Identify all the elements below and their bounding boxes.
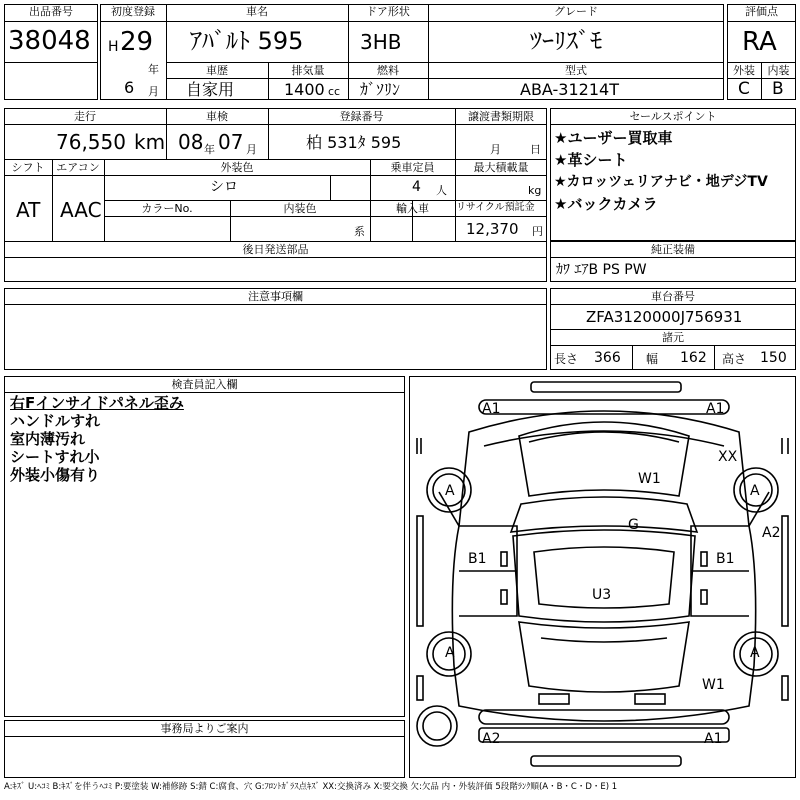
door-type: 3HB xyxy=(360,30,402,54)
mark-g: G xyxy=(628,517,639,533)
car-diagram xyxy=(409,376,796,778)
sales-point-2: ★革シート xyxy=(554,151,628,169)
sales-label: セールスポイント xyxy=(629,110,717,123)
era: H xyxy=(108,39,119,55)
inspection-label: 車検 xyxy=(206,110,228,123)
displacement: 1400 xyxy=(284,80,325,99)
first-reg-month: 6 xyxy=(124,78,135,97)
inspector-line-4: シートすれ小 xyxy=(10,448,100,466)
plate-label: 登録番号 xyxy=(339,110,384,123)
interior-grade: B xyxy=(772,79,784,99)
color: シロ xyxy=(210,179,238,195)
length-label: 長さ xyxy=(554,352,579,366)
ac-label: エアコン xyxy=(56,161,100,174)
office-label: 事務局よりご案内 xyxy=(160,722,249,735)
mark-w1-top: W1 xyxy=(638,471,661,487)
inspection-year-unit: 年 xyxy=(204,143,215,156)
car-name: ｱﾊﾞﾙﾄ 595 xyxy=(190,27,304,55)
mark-a-front-right: A xyxy=(750,483,760,499)
chassis-number: ZFA3120000J756931 xyxy=(586,308,743,326)
spec-label: 諸元 xyxy=(662,331,684,344)
history: 自家用 xyxy=(186,80,235,99)
transfer-label: 譲渡書類期限 xyxy=(468,110,534,123)
mileage-unit: km xyxy=(134,130,166,154)
inspector-line-3: 室内薄汚れ xyxy=(10,430,86,448)
interior-color-label: 内装色 xyxy=(283,202,317,215)
mark-a-rear-left: A xyxy=(445,645,455,661)
length: 366 xyxy=(594,350,621,366)
inspector-line-5: 外装小傷有り xyxy=(10,466,101,484)
mark-a2-right: A2 xyxy=(762,525,781,541)
fuel: ｶﾞｿﾘﾝ xyxy=(360,80,401,99)
interior-color-suffix: 系 xyxy=(354,225,365,238)
equipment-label: 純正装備 xyxy=(651,243,695,256)
transfer-day: 日 xyxy=(530,143,541,156)
width-label: 幅 xyxy=(646,352,659,366)
load-unit: kg xyxy=(528,184,542,197)
model: ABA-31214T xyxy=(520,80,619,99)
chassis-label: 車台番号 xyxy=(651,290,695,303)
later-parts-label: 後日発送部品 xyxy=(242,243,309,256)
model-label: 型式 xyxy=(565,64,587,77)
capacity-label: 乗車定員 xyxy=(390,161,435,174)
shift-label: シフト xyxy=(11,161,45,174)
capacity-unit: 人 xyxy=(436,184,447,197)
mark-b1-left: B1 xyxy=(468,551,487,567)
displacement-label: 排気量 xyxy=(291,64,325,77)
shift: AT xyxy=(16,198,41,222)
inspector-label: 検査員記入欄 xyxy=(171,378,238,391)
load-label: 最大積載量 xyxy=(473,161,529,174)
exterior-label: 外装 xyxy=(733,64,755,77)
mark-xx: XX xyxy=(718,449,738,465)
legend: A:ｷｽﾞ U:ﾍｺﾐ B:ｷｽﾞを伴うﾍｺﾐ P:要塗装 W:補修跡 S:錆 C:腐食、穴 G:ﾌﾛﾝﾄｶﾞﾗｽ点ｷｽﾞ XX:交換済み X:要交換 欠:欠品 内・外装評価 5段階ﾗﾝｸ順(A・B・C・D・E) 1 xyxy=(4,782,618,792)
inspector-line-2: ハンドルすれ xyxy=(10,412,101,430)
score: RA xyxy=(742,27,777,57)
plate: 柏 531ﾀ 595 xyxy=(306,133,402,152)
mileage-label: 走行 xyxy=(74,110,96,123)
lot-number: 38048 xyxy=(8,26,91,56)
equipment: ｶﾜ ｴｱB PS PW xyxy=(556,262,647,278)
inspection-month-unit: 月 xyxy=(246,143,257,156)
lot-label: 出品番号 xyxy=(29,5,73,18)
month-unit: 月 xyxy=(148,85,159,98)
mark-a-rear-right: A xyxy=(750,645,760,661)
mark-a1-top-right: A1 xyxy=(706,401,725,417)
inspection-year: 08 xyxy=(178,130,204,154)
first-reg-year: 29 xyxy=(120,27,154,57)
notes-label: 注意事項欄 xyxy=(248,290,303,303)
mark-b1-right: B1 xyxy=(716,551,735,567)
sales-point-1: ★ユーザー買取車 xyxy=(554,129,673,147)
door-label: ドア形状 xyxy=(366,5,410,18)
recycle-label: リサイクル預託金 xyxy=(456,202,535,213)
mileage: 76,550 xyxy=(56,130,126,154)
inspection-month: 07 xyxy=(218,130,244,154)
ac: AAC xyxy=(60,198,102,222)
import-label: 輸入車 xyxy=(396,202,429,215)
grade-label: グレード xyxy=(554,5,598,18)
height-label: 高さ xyxy=(722,352,747,366)
grade: ﾂｰﾘｽﾞﾓ xyxy=(530,27,602,55)
capacity: 4 xyxy=(412,179,421,195)
mark-w1-bottom: W1 xyxy=(702,677,725,693)
recycle-unit: 円 xyxy=(532,225,543,238)
height: 150 xyxy=(760,350,787,366)
first-reg-label: 初度登録 xyxy=(111,5,155,18)
mark-a1-bottom-right: A1 xyxy=(704,731,723,747)
car-name-label: 車名 xyxy=(246,5,268,18)
color-label: 外装色 xyxy=(220,161,254,174)
exterior-grade: C xyxy=(738,79,750,99)
transfer-month: 月 xyxy=(490,143,501,156)
history-label: 車歴 xyxy=(206,64,228,77)
mark-u3: U3 xyxy=(592,587,612,603)
score-label: 評価点 xyxy=(745,5,778,18)
mark-a-front-left: A xyxy=(445,483,455,499)
mark-a1-top-left: A1 xyxy=(482,401,501,417)
width: 162 xyxy=(680,350,707,366)
recycle-amount: 12,370 xyxy=(466,220,519,238)
year-unit: 年 xyxy=(148,63,159,76)
displacement-unit: cc xyxy=(328,85,341,98)
sales-point-4: ★バックカメラ xyxy=(554,195,658,213)
mark-a2-bottom-left: A2 xyxy=(482,731,501,747)
fuel-label: 燃料 xyxy=(377,64,399,77)
inspector-line-1: 右Fインサイドパネル歪み xyxy=(10,394,184,412)
interior-label: 内装 xyxy=(767,64,790,77)
color-no-label: カラーNo. xyxy=(141,202,193,215)
sales-point-3: ★カロッツェリアナビ・地デジTV xyxy=(554,174,768,190)
